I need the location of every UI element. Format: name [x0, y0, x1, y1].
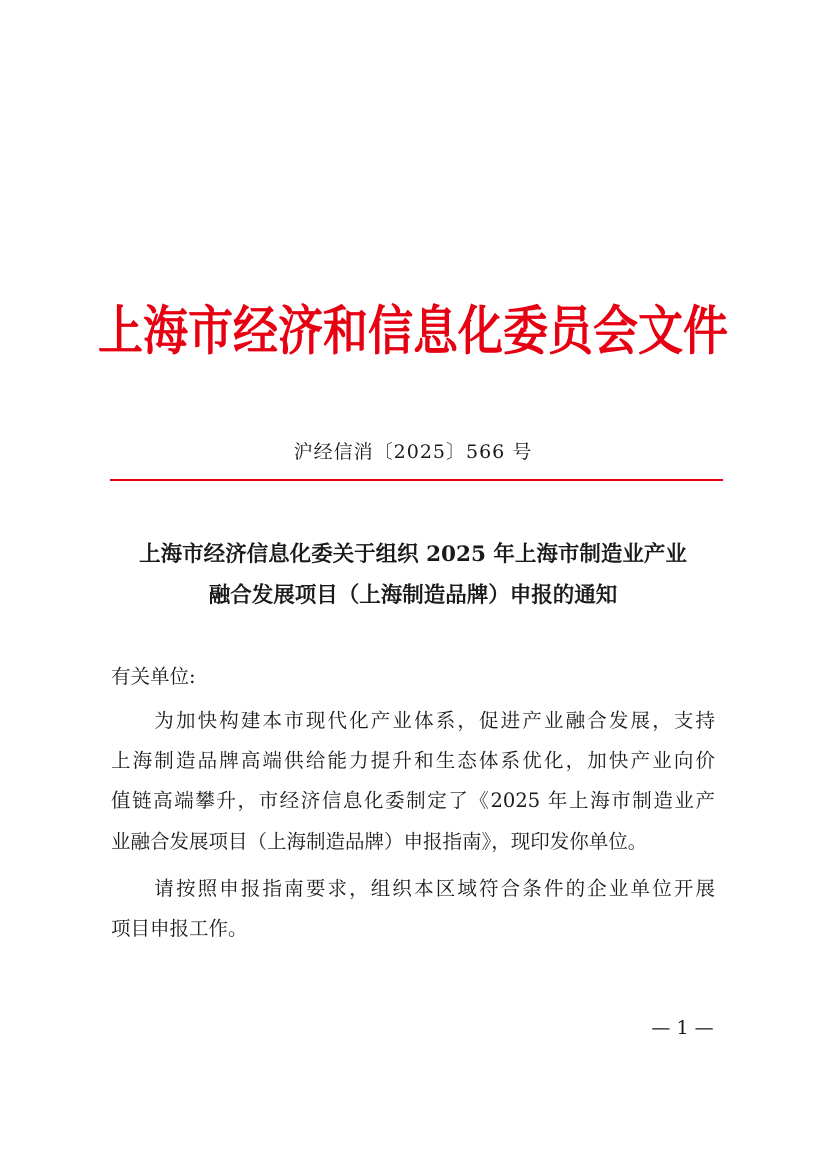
body-line: 上海制造品牌高端供给能力提升和生态体系优化，加快产业向价 — [111, 749, 715, 772]
document-number: 沪经信消〔2025〕566 号 — [293, 441, 533, 463]
document-title-line-1: 上海市经济信息化委关于组织 2025 年上海市制造业产业 — [139, 542, 687, 567]
body-line: 项目申报工作。 — [111, 917, 248, 940]
body-line: 请按照申报指南要求，组织本区域符合条件的企业单位开展 — [111, 877, 715, 900]
body-line: 为加快构建本市现代化产业体系，促进产业融合发展，支持 — [111, 709, 715, 732]
body-line: 业融合发展项目（上海制造品牌）申报指南》，现印发你单位。 — [111, 830, 648, 853]
red-divider-line — [110, 479, 723, 481]
page-number: — 1 — — [651, 1017, 714, 1039]
document-title — [100, 534, 726, 616]
salutation: 有关单位: — [111, 665, 196, 688]
document-masthead: 上海市经济和信息化委员会文件 — [97, 299, 728, 362]
document-title-line-2: 融合发展项目（上海制造品牌）申报的通知 — [208, 583, 618, 608]
body-line: 值链高端攀升，市经济信息化委制定了《2025 年上海市制造业产 — [111, 789, 715, 812]
